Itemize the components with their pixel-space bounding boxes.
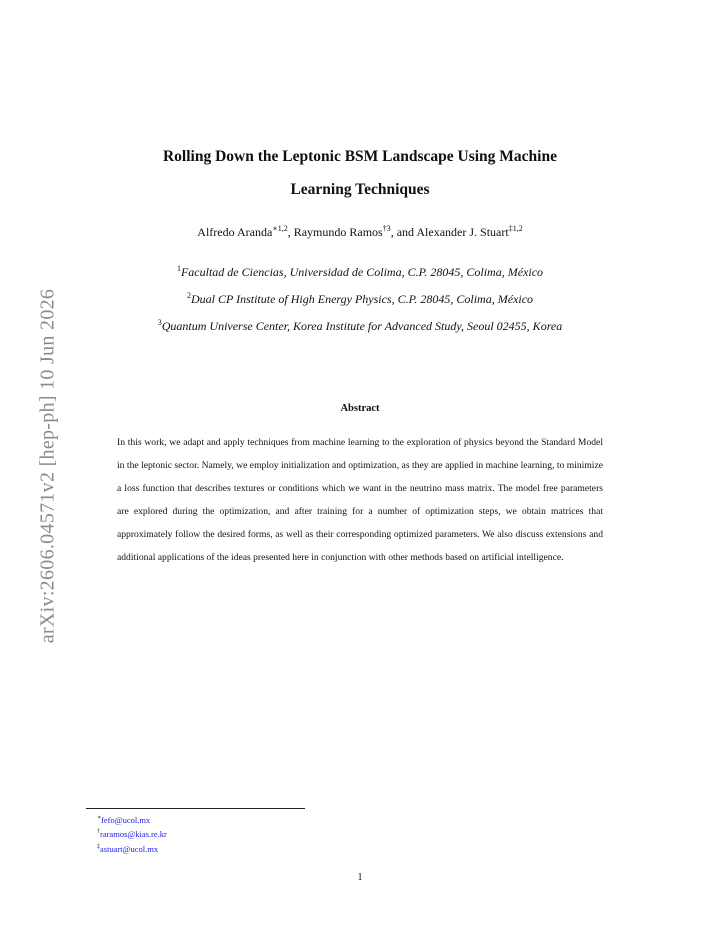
affiliation-mark: 3 xyxy=(157,318,162,327)
footnotes xyxy=(97,812,167,855)
author-marks: ‡1,2 xyxy=(508,224,523,233)
author-name: Alexander J. Stuart xyxy=(416,225,509,239)
email-link[interactable]: raramos@kias.re.kr xyxy=(100,829,167,840)
footnote-divider xyxy=(86,808,305,809)
paper-title xyxy=(100,140,620,206)
author-marks: †3 xyxy=(382,224,391,233)
affiliation-mark: 1 xyxy=(176,264,181,273)
email-link[interactable]: fefo@ucol.mx xyxy=(101,814,151,825)
email-link[interactable]: astuart@ucol.mx xyxy=(100,843,159,854)
footnote-mark: † xyxy=(97,829,100,836)
footnote-item xyxy=(97,826,167,840)
page-number: 1 xyxy=(357,872,363,883)
author-marks: ∗1,2 xyxy=(272,224,288,233)
author-name: Alfredo Aranda xyxy=(197,225,273,239)
footnote-item xyxy=(97,812,167,826)
affiliation-text: Facultad de Ciencias, Universidad de Colima, C.P. 28045, Colima, México xyxy=(180,265,544,279)
paper-title-line-1: Rolling Down the Leptonic BSM Landscape Using Machine xyxy=(162,148,557,165)
footnote-mark: ∗ xyxy=(97,815,102,821)
footnote-item xyxy=(97,841,167,855)
affiliation-mark: 2 xyxy=(186,291,191,300)
paper-title-line-2: Learning Techniques xyxy=(290,181,430,198)
affiliation xyxy=(60,264,660,280)
affiliation-text: Dual CP Institute of High Energy Physics, C.P. 28045, Colima, México xyxy=(190,292,534,306)
abstract-heading: Abstract xyxy=(340,403,380,414)
affiliation xyxy=(60,291,660,307)
footnote-mark: ‡ xyxy=(97,843,100,850)
affiliation xyxy=(60,318,660,334)
arxiv-identifier-stamp[interactable]: arXiv:2606.04571v2 [hep-ph] 10 Jun 2026 xyxy=(36,288,59,644)
author-separator: , and xyxy=(390,225,417,239)
author-separator: , xyxy=(287,225,294,239)
abstract-body: In this work, we adapt and apply techniques from machine learning to the exploration of physics beyond the Standard Model in the leptonic sector. Namely, we employ initialization and optimization, as they are applied in machine learning, to minimize a loss function that describes textures or conditions which we want in the neutrino mass matrix. The model free parameters are explored during the optimization, and after training for a number of optimization steps, we obtain matrices that approximately follow the desired forms, as well as their corresponding optimized parameters. We also discuss extensions and additional applications of the ideas presented here in conjunction with other methods based on artificial intelligence. xyxy=(117,437,603,563)
author-list xyxy=(80,224,640,240)
affiliation-text: Quantum Universe Center, Korea Institute for Advanced Study, Seoul 02455, Korea xyxy=(161,319,563,333)
author-name: Raymundo Ramos xyxy=(293,225,383,239)
